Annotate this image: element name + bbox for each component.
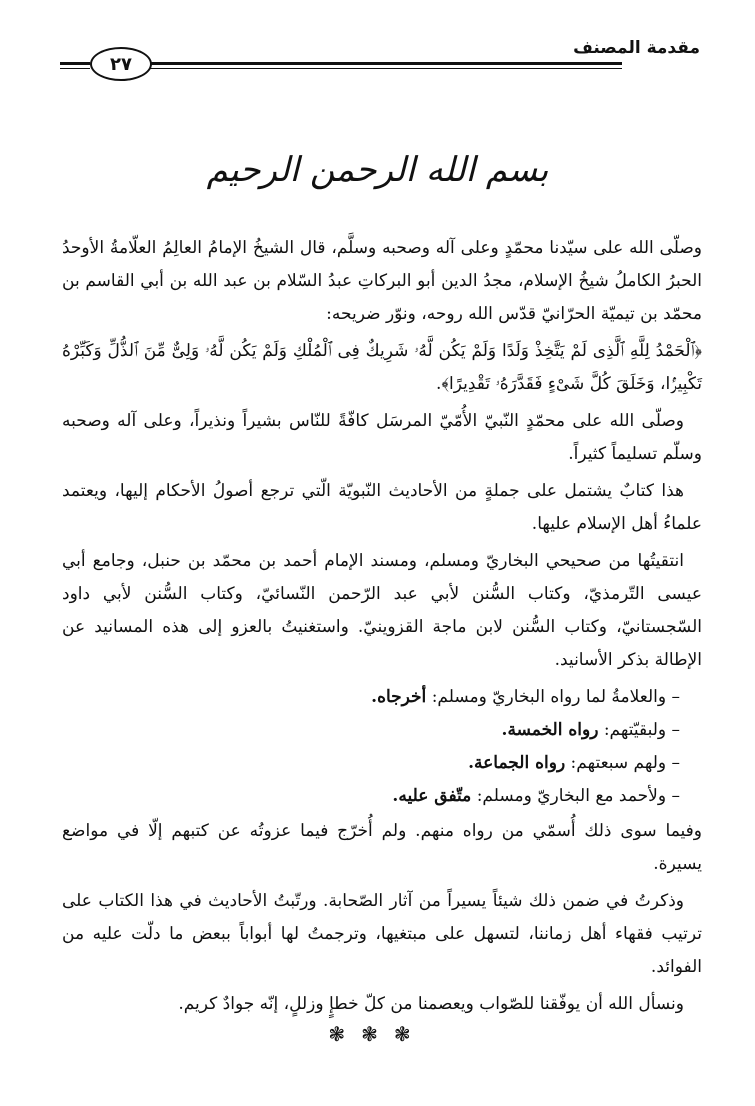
list-item: [62, 681, 680, 714]
notation-term: متّفق عليه.: [392, 786, 472, 806]
notation-term: رواه الخمسة.: [501, 720, 599, 740]
page-number: ٢٧: [110, 53, 132, 75]
arrangement-paragraph: وذكرتُ في ضمن ذلك شيئاً يسيراً من آثار الصّحابة. ورتّبتُ الأحاديث في هذا الكتاب على ترتيب فقهاء أهل زماننا، لتسهل على مبتغيها، وترجمتُ لها أبواباً ببعض ما دلّت عليه من الفوائد.: [62, 891, 702, 977]
header-rule-left: [60, 62, 90, 65]
notation-lead: ولأحمد مع البخاريّ ومسلم:: [471, 786, 667, 806]
notation-lead: والعلامةُ لما رواه البخاريّ ومسلم:: [426, 687, 667, 707]
header-rule: [150, 62, 622, 65]
attribution-paragraph: وفيما سوى ذلك أُسمّي من رواه منهم. ولم أُخرّج فيما عزوتُه عن كتبهم إلّا في مواضع يسيرة.: [62, 821, 702, 874]
book-description-paragraph: هذا كتابٌ يشتمل على جملةٍ من الأحاديث النّبويّة الّتي ترجع أصولُ الأحكام إليها، ويعتمد علماءُ أهل الإسلام عليها.: [62, 481, 702, 534]
notation-lead: ولهم سبعتهم:: [565, 753, 667, 773]
main-text: [62, 232, 702, 1025]
list-item: [62, 780, 680, 813]
closing-prayer: ونسأل الله أن يوفّقنا للصّواب ويعصمنا من كلّ خطإٍ وزللٍ، إنّه جوادٌ كريم.: [178, 994, 684, 1014]
ornament-divider: ❃❃❃: [328, 1022, 427, 1046]
page-header: [60, 30, 700, 80]
page-number-badge: [90, 47, 152, 81]
opening-paragraph: وصلّى الله على سيّدنا محمّدٍ وعلى آله وصحبه وسلَّم، قال الشيخُ الإمامُ العالِمُ العلّامةُ الأوحدُ الحبرُ الكاملُ شيخُ الإسلام، مجدُ الدين أبو البركاتِ عبدُ السّلام بن عبد الله بن أبي القاسم بن محمّد بن تيميّة الحرّانيّ قدّس الله روحه، ونوّر ضريحه:: [62, 238, 702, 324]
notation-list: [62, 681, 702, 813]
notation-term: رواه الجماعة.: [468, 753, 566, 773]
running-header-title: مقدمة المصنف: [573, 38, 700, 58]
header-rule-thin: [150, 68, 622, 69]
list-item: [62, 714, 680, 747]
sources-paragraph: انتقيتُها من صحيحي البخاريّ ومسلم، ومسند الإمام أحمد بن محمّد بن حنبل، وجامع أبي عيسى التّرمذيّ، وكتاب السُّنن لأبي عبد الرّحمن النّسائيّ، وكتاب السُّنن لأبي داود السّجستانيّ، وكتاب السُّنن لابن ماجة القزوينيّ. واستغنيتُ بالعزو إلى هذه المسانيد عن الإطالة بذكر الأسانيد.: [62, 551, 702, 670]
header-rule-left-thin: [60, 68, 90, 69]
salawat-paragraph: وصلّى الله على محمّدٍ النّبيّ الأُمّيّ المرسَل كافّةً للنّاس بشيراً ونذيراً، وعلى آله وصحبه وسلّم تسليماً كثيراً.: [62, 411, 702, 464]
notation-lead: ولبقيّتهم:: [598, 720, 667, 740]
quran-verse: ﴿ٱلْحَمْدُ لِلَّهِ ٱلَّذِى لَمْ يَتَّخِذْ وَلَدًا وَلَمْ يَكُن لَّهُۥ شَرِيكٌ فِى ٱلْمُلْكِ وَلَمْ يَكُن لَّهُۥ وَلِىٌّ مِّنَ ٱلذُّلِّ وَكَبِّرْهُ تَكْبِيرًۢا، وَخَلَقَ كُلَّ شَىْءٍ فَقَدَّرَهُۥ تَقْدِيرًا﴾.: [62, 341, 702, 394]
list-item: [62, 747, 680, 780]
basmala-calligraphy: بسم الله الرحمن الرحيم: [206, 150, 549, 190]
notation-term: أخرجاه.: [371, 687, 427, 707]
